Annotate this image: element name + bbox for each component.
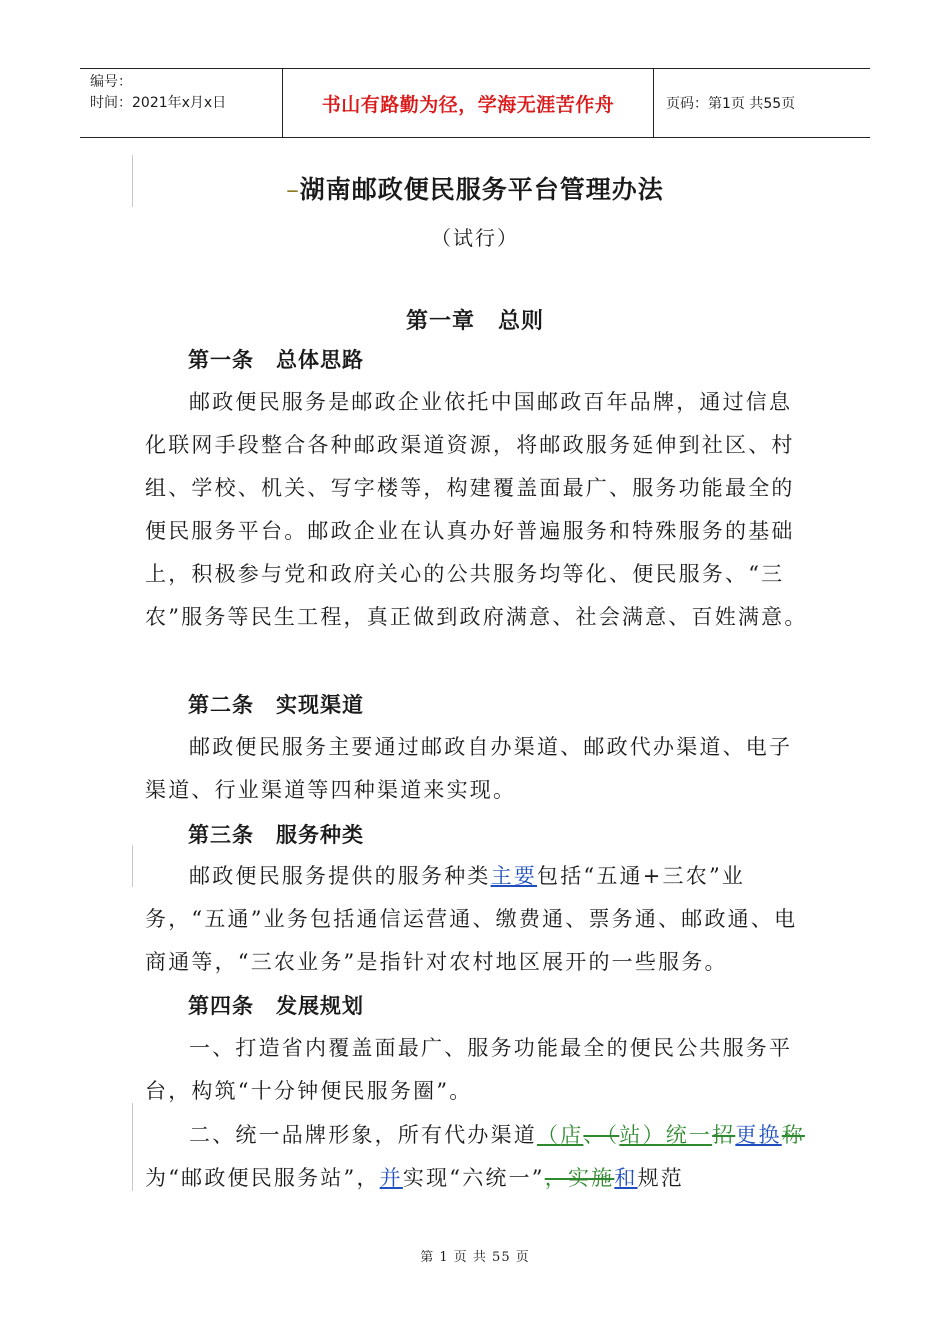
page-footer: 第 1 页 共 55 页 [420, 1250, 530, 1265]
tracked-insertion: 更换 [735, 1123, 782, 1147]
tracked-insertion: 并 [379, 1166, 403, 1190]
header-page-info: 页码：第1页 共55页 [666, 96, 796, 112]
document-title-text: 湖南邮政便民服务平台管理办法 [299, 175, 664, 204]
tracked-deletion: 招 [712, 1123, 736, 1147]
tracked-insertion: 站） [619, 1123, 666, 1147]
change-bar [132, 845, 133, 887]
article-heading: 第三条 服务种类 [188, 822, 364, 847]
document-subtitle: （试行） [431, 226, 519, 250]
tracked-deletion: 称 [781, 1123, 805, 1147]
article-heading: 第四条 发展规划 [188, 993, 364, 1018]
number-label: 编号： [90, 74, 132, 90]
change-bar [132, 1103, 133, 1191]
tracked-insertion: （ [537, 1123, 561, 1147]
paragraph-text: 二、统一品牌形象，所有代办渠道 [189, 1123, 537, 1147]
paragraph-text: 店 [560, 1123, 584, 1147]
header-meta [80, 69, 282, 137]
header-motto: 书山有路勤为径，学海无涯苦作舟 [321, 93, 615, 116]
time-label: 时间：2021年x月x日 [90, 95, 227, 111]
tracked-deletion: ，实施 [544, 1166, 615, 1190]
article-paragraph [145, 855, 815, 984]
article-heading: 第一条 总体思路 [188, 347, 364, 372]
article-paragraph: 邮政便民服务主要通过邮政自办渠道、邮政代办渠道、电子渠道、行业渠道等四种渠道来实现。 [145, 735, 793, 802]
paragraph-text: 规范 [637, 1166, 684, 1190]
article-paragraph: 一、打造省内覆盖面最广、服务功能最全的便民公共服务平台，构筑“十分钟便民服务圈”。 [145, 1036, 793, 1103]
paragraph-text: 包括“五通+三农”业务，“五通”业务包括通信运营通、缴费通、票务通、邮政通、电商通等，“三农业务”是指针对农村地区展开的一些服务。 [145, 864, 798, 974]
page-header-table [80, 68, 870, 138]
paragraph-text: 统一 [665, 1123, 713, 1147]
article-paragraph [145, 1114, 815, 1200]
paragraph-text: 邮政便民服务提供的服务种类 [189, 864, 491, 888]
header-motto-cell [282, 69, 654, 137]
tracked-insertion: 和 [614, 1166, 638, 1190]
article-paragraph: 邮政便民服务是邮政企业依托中国邮政百年品牌，通过信息化联网手段整合各种邮政渠道资源，将邮政服务延伸到社区、村组、学校、机关、写字楼等，构建覆盖面最广、服务功能最全的便民服务平台。邮政企业在认真办好普遍服务和特殊服务的基础上，积极参与党和政府关心的公共服务均等化、便民服务、“三农”服务等民生工程，真正做到政府满意、社会满意、百姓满意。 [145, 390, 808, 629]
tracked-insertion: 主要 [490, 864, 538, 888]
tracked-deletion: 、（ [583, 1123, 620, 1147]
article-heading: 第二条 实现渠道 [188, 692, 364, 717]
paragraph-text: 为“邮政便民服务站”， [145, 1166, 380, 1190]
paragraph-text: 实现“六统一” [402, 1166, 545, 1190]
title-revision-mark: – [286, 175, 300, 204]
document-title [0, 170, 950, 206]
chapter-heading: 第一章 总则 [405, 308, 544, 334]
